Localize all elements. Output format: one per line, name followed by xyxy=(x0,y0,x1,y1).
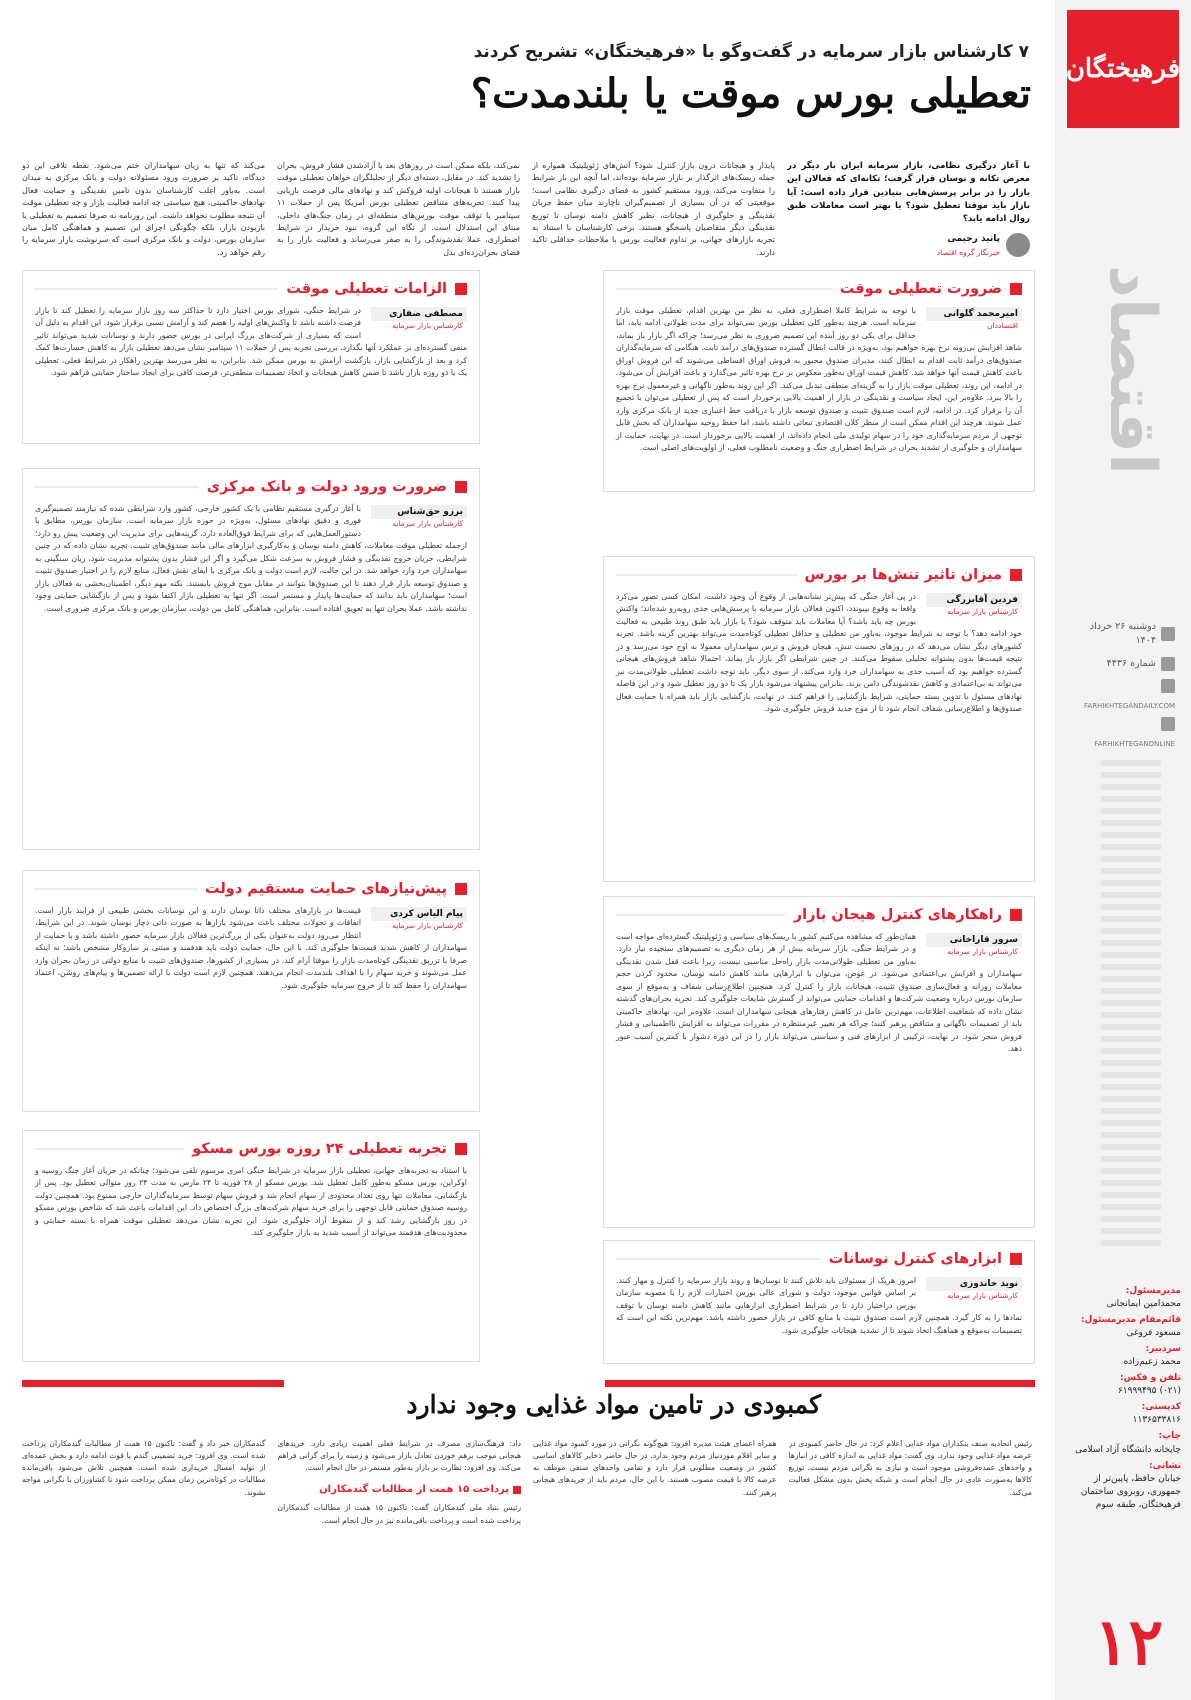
staff-role: نشانی: xyxy=(1148,1460,1181,1471)
byline-role: کارشناس بازار سرمایه xyxy=(392,321,463,330)
staff-name: خیابان حافظ، پایین‌تر از جمهوری، روبروی ساختمان فرهیختگان، طبقه سوم xyxy=(1080,1473,1181,1510)
article-title: راهکارهای کنترل هیجان بازار xyxy=(793,907,1002,923)
byline-name: برزو حق‌شناس xyxy=(371,505,467,519)
article-box xyxy=(22,468,480,850)
issue-number-row xyxy=(1071,657,1175,671)
author-role: خبرنگار گروه اقتصاد xyxy=(936,247,1000,257)
byline-name: مصطفی صفاری xyxy=(371,307,467,321)
article-box xyxy=(603,1240,1035,1364)
staff-name: چاپخانه دانشگاه آزاد اسلامی xyxy=(1075,1444,1181,1455)
title-rule xyxy=(616,288,832,290)
issue-info xyxy=(1071,620,1175,756)
staff-role: چاپ: xyxy=(1158,1431,1181,1442)
article-head xyxy=(616,567,1022,583)
article-head xyxy=(35,281,467,297)
article-title: تجربه تعطیلی ۲۴ روزه بورس مسکو xyxy=(192,1141,447,1157)
bottom-headline: کمبودی در تامین مواد غذایی وجود ندارد xyxy=(406,1390,821,1419)
title-marker xyxy=(1010,909,1022,921)
title-rule xyxy=(35,888,197,890)
right-rail xyxy=(1055,0,1191,1700)
intro-author xyxy=(787,233,1030,259)
staff-role: مدیرمسئول: xyxy=(1125,1286,1181,1296)
article-box xyxy=(22,270,480,444)
title-marker xyxy=(455,283,467,295)
bottom-col-3 xyxy=(278,1438,522,1688)
article-head xyxy=(35,479,467,495)
byline-role: اقتصاددان xyxy=(987,321,1018,330)
decorative-stripes xyxy=(1101,760,1161,1250)
title-marker xyxy=(1010,283,1022,295)
article-text: در پی آغاز جنگی که پیش‌تر نشانه‌هایی از وقوع آن وجود داشت، امکان کسی تصور می‌کرد واقعا به وقوع بپیوندد، اکنون فعالان بازار سرمایه با پرسش‌هایی جدی روبه‌رو شده‌اند؛ واکنش بورس چه باید باشد؟ آیا معاملات باید متوقف شود؟ یا بازار باید طبق روند طبیعی به فعالیت خود ادامه دهد؟ با توجه به شرایط موجود، به‌باور من تعطیلی و حداقل تعطیلی کوتاه‌مدت می‌تواند بهترین گزینه باشد. تجربه کشورهای دیگر نشان می‌دهد که در روزهای نخست تنش، هیجان فروش و ترس سهامداران معمولا به اوج خود می‌رسد و در نتیجه قیمت‌ها بدون پشتوانه تحلیلی سقوط می‌کنند. در چنین شرایطی اگر بازار باز بماند، احتمالا شاهد فروش‌های هیجانی گسترده خواهیم بود که آسیب جدی به سهامداران خرد وارد می‌کند. از سوی دیگر، باید توجه داشت تعطیلی طولانی‌مدت نیز می‌تواند به بی‌اعتمادی و کاهش نقدشوندگی دامن بزند. بنابراین پیشنهاد می‌شود بازار یک تا دو روز تعطیل شود و در این فاصله نهادهای مسئول با تدوین بسته حمایتی، شرایط بازگشایی را فراهم کنند. در نهایت، بازگشایی بازار باید همراه با حمایت فعال صندوق‌ها و اطلاع‌رسانی شفاف انجام شود تا از موج جدید فروش جلوگیری شود. xyxy=(616,592,1022,714)
staff-role: تلفن و فکس: xyxy=(1120,1373,1181,1384)
byline-name: امیرمحمد گلوانی xyxy=(926,307,1022,321)
article-title: ابزارهای کنترل نوسانات xyxy=(828,1251,1002,1267)
byline-role: کارشناس بازار سرمایه xyxy=(947,1291,1018,1300)
article-text: با توجه به شرایط کاملا اضطراری فعلی، به نظر من بهترین اقدام، تعطیلی موقت بازار سرمایه است. هرچند به‌طور کلی تعطیلی بورس نمی‌تواند برای مدت طولانی ادامه یابد، اما حداقل برای یکی دو روز آینده این تصمیم ضروری به نظر می‌رسد؛ چراکه اگر بازار باز بماند، شاهد افزایش بی‌رویه نرخ بهره خواهیم بود، به‌ویژه در قالب ابطال گسترده صندوق‌های درآمد ثابت. هنگامی که سرمایه‌گذاران صندوق‌های درآمد ثابت اقدام به ابطال کنند، مدیران صندوق مجبور به فروش اوراق اقساطی می‌شوند که این فروش اوراق باعث کاهش قیمت آنها خواهد شد. کاهش قیمت اوراق به‌طور معکوس بر نرخ بهره تاثیر می‌گذارد و باعث افزایش آن می‌شود. در ادامه، این روند، تعطیلی موقت بازار را به گزینه‌ای منطقی تبدیل می‌کند. اگر این روند به‌طور ناگهانی و غیرمعمول نرخ بهره را بالا ببرد، علاوه‌بر این، ایجاد سیاست و نقدینگی در بازار از اهمیت بالایی برخوردار است که پس از تعطیلی می‌توان با تجمیع آن را برقرار کرد. در ادامه، لازم است صندوق تثبیت و صندوق توسعه بازار با دریافت خط اعتباری جدید از بانک مرکزی وارد عمل شوند. هرچند این اقدام ممکن است از منظر کلان اقتصادی تبعاتی داشته باشد، اما حفظ روحیه سهامداران که بخش قابل توجهی از مردم سرمایه‌گذاری خود را در سهام تولیدی ملی انجام داده‌اند، از اهمیت بالایی برخوردار است. در نهایت، حمایت از سهامداران و جلوگیری از تشدید بحران در شرایط اضطراری جنگ و وضعیت نامطلوب فعلی، از اولویت‌های اصلی است. xyxy=(616,306,1022,453)
article-text: امروز هریک از مسئولان باید تلاش کنند تا نوسان‌ها و روند بازار سرمایه را کنترل و مهار کنند. بر اساس قوانین موجود، دولت و شورای عالی بورس اختیارات لازم را با مصوبه سازمان بورس دراختیار دارد تا در شرایط اضطراری ابزارهایی مانند کاهش دامنه نوسان یا توقف نمادها را به کار گیرد. همچنین لازم است صندوق تثبیت با منابع کافی در بازار حضور داشته باشد. مهم‌ترین نکته این است که تصمیمات به‌موقع و هماهنگ اتخاذ شوند تا از تشدید هیجانات جلوگیری شود. xyxy=(616,1276,1022,1335)
article-head xyxy=(616,907,1022,923)
subhead-text: پرداخت ۱۵ همت از مطالبات گندمکاران xyxy=(319,1484,509,1496)
article-byline xyxy=(926,593,1022,616)
article-text: قیمت‌ها در بازارهای مختلف ذاتا نوسان دارند و این نوسانات بخشی طبیعی از فرایند بازار است. اتفاقات و تحولات مختلف باعث می‌شود بازارها به صورت ذاتی دچار نوسان شوند. در این شرایط، انتظار می‌رود دولت به‌عنوان یکی از بزرگ‌ترین فعالان بازار سرمایه حضور داشته باشد و با حمایت از سهامداران از کاهش شدید قیمت‌ها جلوگیری کند. با این حال، حمایت دولت باید هدفمند و مبتنی بر سازوکار مشخص باشد؛ نه اینکه صرفا با تزریق نقدینگی کوتاه‌مدت بازار را موقتا آرام کند. در بسیاری از کشورها، صندوق‌های تثبیت با منابع دولتی در زمان بحران وارد عمل می‌شوند و خرید سهام را با اهداف بلندمدت انجام می‌دهند. همچنین لازم است دولت با ارائه تضمین‌ها و پیام‌های روشن، اعتماد سهامداران را حفظ کند تا از خروج سرمایه جلوگیری شود. xyxy=(35,906,467,990)
byline-role: کارشناس بازار سرمایه xyxy=(947,607,1018,616)
title-rule xyxy=(35,1148,184,1150)
article-byline xyxy=(926,933,1022,956)
staff-name: (۰۲۱) ۶۱۹۹۹۴۹۵ xyxy=(1117,1386,1181,1397)
article-box xyxy=(603,896,1035,1228)
article-title: پیش‌نیازهای حمایت مستقیم دولت xyxy=(205,881,447,897)
article-box xyxy=(22,870,480,1112)
intro-col-4: می‌کند که تنها به زیان سهامداران ختم می‌شود. نقطه تلاقی این دو دیدگاه، تاکید بر ضرورت ورود مسئولانه دولت و بانک مرکزی به میدان است. به‌باور اغلب کارشناسان بدون تامین نقدینگی و حمایت فعال نهادهای حاکمیتی، هیچ سیاستی چه ادامه فعالیت بازار و چه تعطیلی موقت آن نتیجه مطلوب نخواهد داشت. این روزنامه نه صرفا تصمیم به تعطیلی یا بازبودن بازار، بلکه چگونگی اجرای این تصمیم و هماهنگی کامل میان سازمان بورس، دولت و بانک مرکزی است که سرنوشت بازار سرمایه را رقم خواهد زد. xyxy=(22,161,265,257)
issue-number: شماره ۴۴۳۶ xyxy=(1106,657,1156,669)
article-head xyxy=(616,1251,1022,1267)
article-title: ضرورت تعطیلی موقت xyxy=(839,281,1002,297)
byline-name: سرور قاراخانی xyxy=(926,933,1022,947)
article-head xyxy=(35,1141,467,1157)
intro-section xyxy=(22,160,1030,260)
author-name: پانیذ رحیمی xyxy=(947,233,1000,244)
article-box xyxy=(603,270,1035,492)
byline-role: کارشناس بازار سرمایه xyxy=(947,947,1018,956)
staff-name: محمدامین ایمانجانی xyxy=(1106,1299,1181,1310)
title-rule xyxy=(35,288,278,290)
title-rule xyxy=(616,574,797,576)
page-number: ۱۲ xyxy=(1094,1605,1163,1680)
article-byline xyxy=(371,307,467,330)
bottom-subhead xyxy=(278,1482,522,1498)
title-rule xyxy=(35,486,199,488)
bottom-story xyxy=(22,1438,1032,1688)
article-text: با آغاز درگیری مستقیم نظامی با یک کشور خارجی، کشور وارد شرایطی شده که نیازمند تصمیم‌گیری فوری و دقیق نهادهای مسئول، به‌ویژه در حوزه بازار سرمایه است. سازمان بورس، مطابق با دستورالعمل‌هایی که برای شرایط فوق‌العاده دارد، گزینه‌هایی برای مدیریت این وضعیت پیش رو دارد؛ ازجمله تعطیلی موقت معاملات، کاهش دامنه نوسان و به‌کارگیری ابزارهای مالی مانند صندوق‌های تثبیت. تجربه نشان داده که در چنین شرایطی، جریان خروج نقدینگی و فشار فروش به سرعت شکل می‌گیرد و اگر این فشار بدون پشتوانه مدیریت شود، زیان سنگینی به سهامداران خرد وارد خواهد شد. در این حالت، لازم است دولت و بانک مرکزی با ایفای نقش فعال، منابع لازم را در اختیار صندوق تثبیت و صندوق توسعه بازار قرار دهند تا این صندوق‌ها بتوانند در مقابل موج فروش بایستند. نکته مهم دیگر، اطمینان‌بخشی به فعالان بازار است؛ سهامداران باید بدانند که حمایت‌ها پایدار و مستمر است. اگر تنها به تعطیلی بازار اکتفا شود و پس از بازگشایی حمایتی وجود نداشته باشد، عملا بحران تنها به تعویق افتاده است. بنابراین، هماهنگی کامل بین دولت، سازمان بورس و بانک مرکزی ضروری است. xyxy=(35,504,467,613)
website-url[interactable]: FARHIKHTEGANDAILY.COM xyxy=(1084,701,1175,710)
article-box xyxy=(22,1130,480,1362)
intro-col-2: پایدار و هیجانات درون بازار کنترل شود؟ آتش‌های ژئوپلیتیک همواره از جمله ریسک‌های اثرگذار بر بازار سرمایه بوده‌اند، اما آنچه این بار شرایط را متفاوت می‌کند، ورود مستقیم کشور به فضای درگیری نظامی است؛ موقعیتی که در آن بسیاری از تصمیم‌گیران ناچارند میان حفظ جریان نقدینگی و جلوگیری از هیجانات، نظیر کاهش دامنه نوسان تا توزیع نقدینگی دیگر متقاضیان پاسخگو هستند. برخی کارشناسان با استناد به تجربه بازارهای جهانی، بر تداوم فعالیت بورس با ملاحظات حداقلی تاکید دارند. xyxy=(532,161,775,257)
bottom-col-3-text: داد: فرهنگ‌سازی مصرف در شرایط فعلی اهمیت زیادی دارد. خریدهای هیجانی موجب برهم خوردن تعادل بازار می‌شود و زمینه را برای گرانی فراهم می‌کند. وی افزود: نظارت بر بازار به‌طور مستمر در حال انجام است. xyxy=(277,1439,521,1473)
byline-role: کارشناس بازار سرمایه xyxy=(392,519,463,528)
article-box xyxy=(603,556,1035,882)
globe-icon xyxy=(1161,679,1175,693)
article-title: ضرورت ورود دولت و بانک مرکزی xyxy=(206,479,447,495)
article-head xyxy=(616,281,1022,297)
newspaper-icon xyxy=(1161,657,1175,671)
issue-date: دوشنبه ۲۶ خرداد ۱۴۰۴ xyxy=(1089,621,1156,647)
author-photo xyxy=(1006,233,1030,257)
headline-kicker: ۷ کارشناس بازار سرمایه در گفت‌وگو با «فرهیختگان» تشریح کردند xyxy=(473,42,1029,62)
staff-name: محمد زعیم‌زاده xyxy=(1123,1357,1181,1368)
article-text: با استناد به تجربه‌های جهانی، تعطیلی بازار سرمایه در شرایط جنگی امری مرسوم تلقی می‌شود؛ چنانکه در جریان آغاز جنگ روسیه و اوکراین، بورس مسکو به‌طور کامل تعطیل شد. بورس مسکو از ۲۸ فوریه تا ۲۴ مارس به مدت ۲۴ روز متوالی تعطیل بود. پس از بازگشایی، معاملات تنها روی تعداد محدودی از سهام انجام شد و فروش سهام توسط سرمایه‌گذاران خارجی ممنوع بود. همچنین دولت روسیه صندوق حمایتی قابل توجهی را برای خرید سهام شرکت‌های بزرگ اختصاص داد. این اقدامات باعث شد که شاخص بورس مسکو در روز بازگشایی رشد کند و از سقوط آزاد جلوگیری شود. این تجربه نشان می‌دهد تعطیلی موقت همراه با بسته حمایتی و محدودیت‌های هدفمند می‌تواند از آسیب شدید به بازار جلوگیری کند. xyxy=(35,1166,467,1238)
intro-lead: با آغاز درگیری نظامی، بازار سرمایه ایران بار دیگر در معرض تکانه و نوسان قرار گرفت؛ تکانه‌ای که فعالان این بازار را در برابر پرسش‌هایی بنیادین قرار داده است: آیا بازار باید موقتا تعطیل شود؟ یا بهتر است معاملات طبق روال ادامه یابد؟ xyxy=(787,161,1030,225)
bottom-col-4: گندمکاران خبر داد و گفت: تاکنون ۱۵ همت از مطالبات گندمکاران پرداخت شده است. وی افزود: خرید تضمینی گندم با قوت ادامه دارد و بخش عمده‌ای از تولید امسال خریداری شده است. همچنین تلاش می‌شود باقی‌مانده مطالبات در کوتاه‌ترین زمان ممکن پرداخت شود تا کشاورزان با نگرانی مواجه نشوند. xyxy=(22,1439,266,1497)
article-byline xyxy=(371,505,467,528)
article-text: همان‌طور که مشاهده می‌کنیم کشور با ریسک‌های سیاسی و ژئوپلیتیک گسترده‌ای مواجه است و در شرایط جنگی، بازار سرمایه بیش از هر زمان دیگری به تصمیم‌های سنجیده نیاز دارد. به‌باور من تعطیلی طولانی‌مدت بازار راه‌حل مناسبی نیست، زیرا باعث قفل شدن نقدینگی سهامداران و افزایش بی‌اعتمادی می‌شود. در عوض، می‌توان با ابزارهایی مانند کاهش دامنه نوسان، محدود کردن حجم معاملات روزانه و فعال‌سازی صندوق تثبیت، هیجانات بازار را کنترل کرد. همچنین اطلاع‌رسانی شفاف و به‌موقع از سوی سازمان بورس درباره وضعیت شرکت‌ها و اقدامات حمایتی می‌تواند از گسترش شایعات جلوگیری کند. تجربه بحران‌های گذشته نشان داده که شفافیت اطلاعات، مهم‌ترین عامل در کاهش رفتارهای هیجانی سهامداران است. علاوه‌بر این، نهادهای حاکمیتی باید از تصمیمات ناگهانی و متناقض پرهیز کنند؛ چراکه هر تغییر غیرمنتظره در مقررات می‌تواند به افزایش نااطمینانی و فشار فروش منجر شود. در نهایت، ترکیبی از ابزارهای فنی و سیاستی می‌تواند بازار را در این دوره دشوار با کمترین آسیب عبور دهد. xyxy=(616,932,1022,1054)
byline-name: فردین آقابزرگی xyxy=(926,593,1022,607)
red-rule-left xyxy=(22,1380,284,1387)
byline-name: نوید خاندوزی xyxy=(926,1277,1022,1291)
red-rule-right xyxy=(605,1380,1035,1387)
page-headline: تعطیلی بورس موقت یا بلندمدت؟ xyxy=(470,70,1031,117)
article-head xyxy=(35,881,467,897)
byline-role: کارشناس بازار سرمایه xyxy=(392,921,463,930)
article-title: میزان تاثیر تنش‌ها بر بورس xyxy=(804,567,1002,583)
social-icon xyxy=(1161,717,1175,731)
social-handle[interactable]: FARHIKHTEGANONLINE xyxy=(1094,740,1175,749)
staff-name: ۱۱۳۶۵۳۳۸۱۶ xyxy=(1132,1415,1181,1426)
article-byline xyxy=(926,307,1022,330)
intro-col-1 xyxy=(787,160,1030,260)
calendar-icon xyxy=(1161,627,1175,641)
title-rule xyxy=(616,914,786,916)
article-byline xyxy=(371,907,467,930)
title-marker xyxy=(455,1143,467,1155)
bottom-subhead-text: رئیس بنیاد ملی گندمکاران گفت: تاکنون ۱۵ همت از مطالبات گندمکاران پرداخت شده است و پرداخت باقی‌مانده نیز در حال انجام است. xyxy=(277,1503,521,1525)
masthead-logo[interactable]: فرهیختگان xyxy=(1067,10,1179,128)
staff-role: سردبیر: xyxy=(1145,1344,1181,1355)
intro-col-3: نمی‌کند، بلکه ممکن است در روزهای بعد با آزادشدن فشار فروش، بحران را تشدید کند. در مقابل، دسته‌ای دیگر از تحلیلگران خواهان تعطیلی موقت بازار هستند تا هیجانات اولیه فروکش کند و نهادهای مالی فرصت بازیابی پیدا کنند. تجربه‌های متناقض تعطیلی بورس آمریکا پس از حملات ۱۱ سپتامبر یا توقف موقت بورس‌های منطقه‌ای در زمان جنگ‌های داخلی، مبنای این استدلال است. از نگاه این گروه، نبود خریدار در شرایط اضطراری، عملا نقدشوندگی را به صفر می‌رساند و فعالیت بازار را به فضای بحران‌زده‌ای بدل xyxy=(277,161,520,257)
byline-name: پیام الیاس کردی xyxy=(371,907,467,921)
social-row xyxy=(1071,717,1175,731)
title-marker xyxy=(1010,569,1022,581)
title-marker xyxy=(455,481,467,493)
title-rule xyxy=(616,1258,821,1260)
article-text: در شرایط جنگی، شورای بورس اختیار دارد تا حداکثر سه روز بازار سرمایه را تعطیل کند تا بازار فرصت داشته باشد تا واکنش‌های اولیه را هضم کند و آرامش نسبی برقرار شود. این اقدام به دلیل آن است که بسیاری از شرکت‌های بزرگ ایرانی در بورس حضور دارند و نوسانات شدید می‌تواند تاثیر منفی گسترده‌ای بر عملکرد آنها بگذارد. بررسی تجربه پس از حملات ۱۱ سپتامبر نشان می‌دهد تعطیلی بازار به کاهش خسارت‌ها کمک کرد و بعد از بازگشایی بازار، بازگشت آرامش به بورس ممکن شد. بنابراین، به نظر می‌رسد بهترین راهکار در شرایط فعلی، تعطیلی یک یا دو روزه بازار باشد تا ضمن کاهش هیجانات و اتخاذ تصمیمات منطقی‌تر، فرصت کافی برای ایجاد ساختار حمایتی فراهم شود. xyxy=(35,306,467,378)
article-title: الزامات تعطیلی موقت xyxy=(286,281,447,297)
issue-date-row xyxy=(1071,620,1175,649)
staff-name: مسعود فروغی xyxy=(1126,1328,1181,1339)
section-label: اقتصاد xyxy=(1095,265,1169,475)
staff-credits xyxy=(1065,1285,1181,1515)
staff-role: قائم‌مقام مدیرمسئول: xyxy=(1080,1315,1181,1326)
website-row xyxy=(1071,679,1175,693)
bottom-col-2: همراه اعضای هیئت مدیره افزود: هیچ‌گونه نگرانی در مورد کمبود مواد غذایی و سایر اقلام موردنیاز مردم وجود ندارد. در حال حاضر ذخایر کالاهای اساسی کشور در وضعیت مطلوبی قرار دارد و تمامی واحدهای صنفی موظف به عرضه کالا با قیمت مصوب هستند. با این حال، مردم باید از خریدهای هیجانی پرهیز کنند. xyxy=(533,1439,777,1497)
bottom-col-1: رئیس اتحادیه صنف بنکداران مواد غذایی اعلام کرد: در حال حاضر کمبودی در عرضه مواد غذایی وجود ندارد. وی گفت: مواد غذایی به اندازه کافی در انبارها و واحدهای عمده‌فروشی موجود است و نیازی به نگرانی مردم نیست. توزیع کالاها به‌صورت عادی در حال انجام است و شبکه پخش بدون مشکل فعالیت می‌کند. xyxy=(788,1439,1032,1497)
article-byline xyxy=(926,1277,1022,1300)
title-marker xyxy=(1010,1253,1022,1265)
staff-role: کدپستی: xyxy=(1141,1402,1181,1413)
subhead-marker xyxy=(513,1486,521,1494)
title-marker xyxy=(455,883,467,895)
